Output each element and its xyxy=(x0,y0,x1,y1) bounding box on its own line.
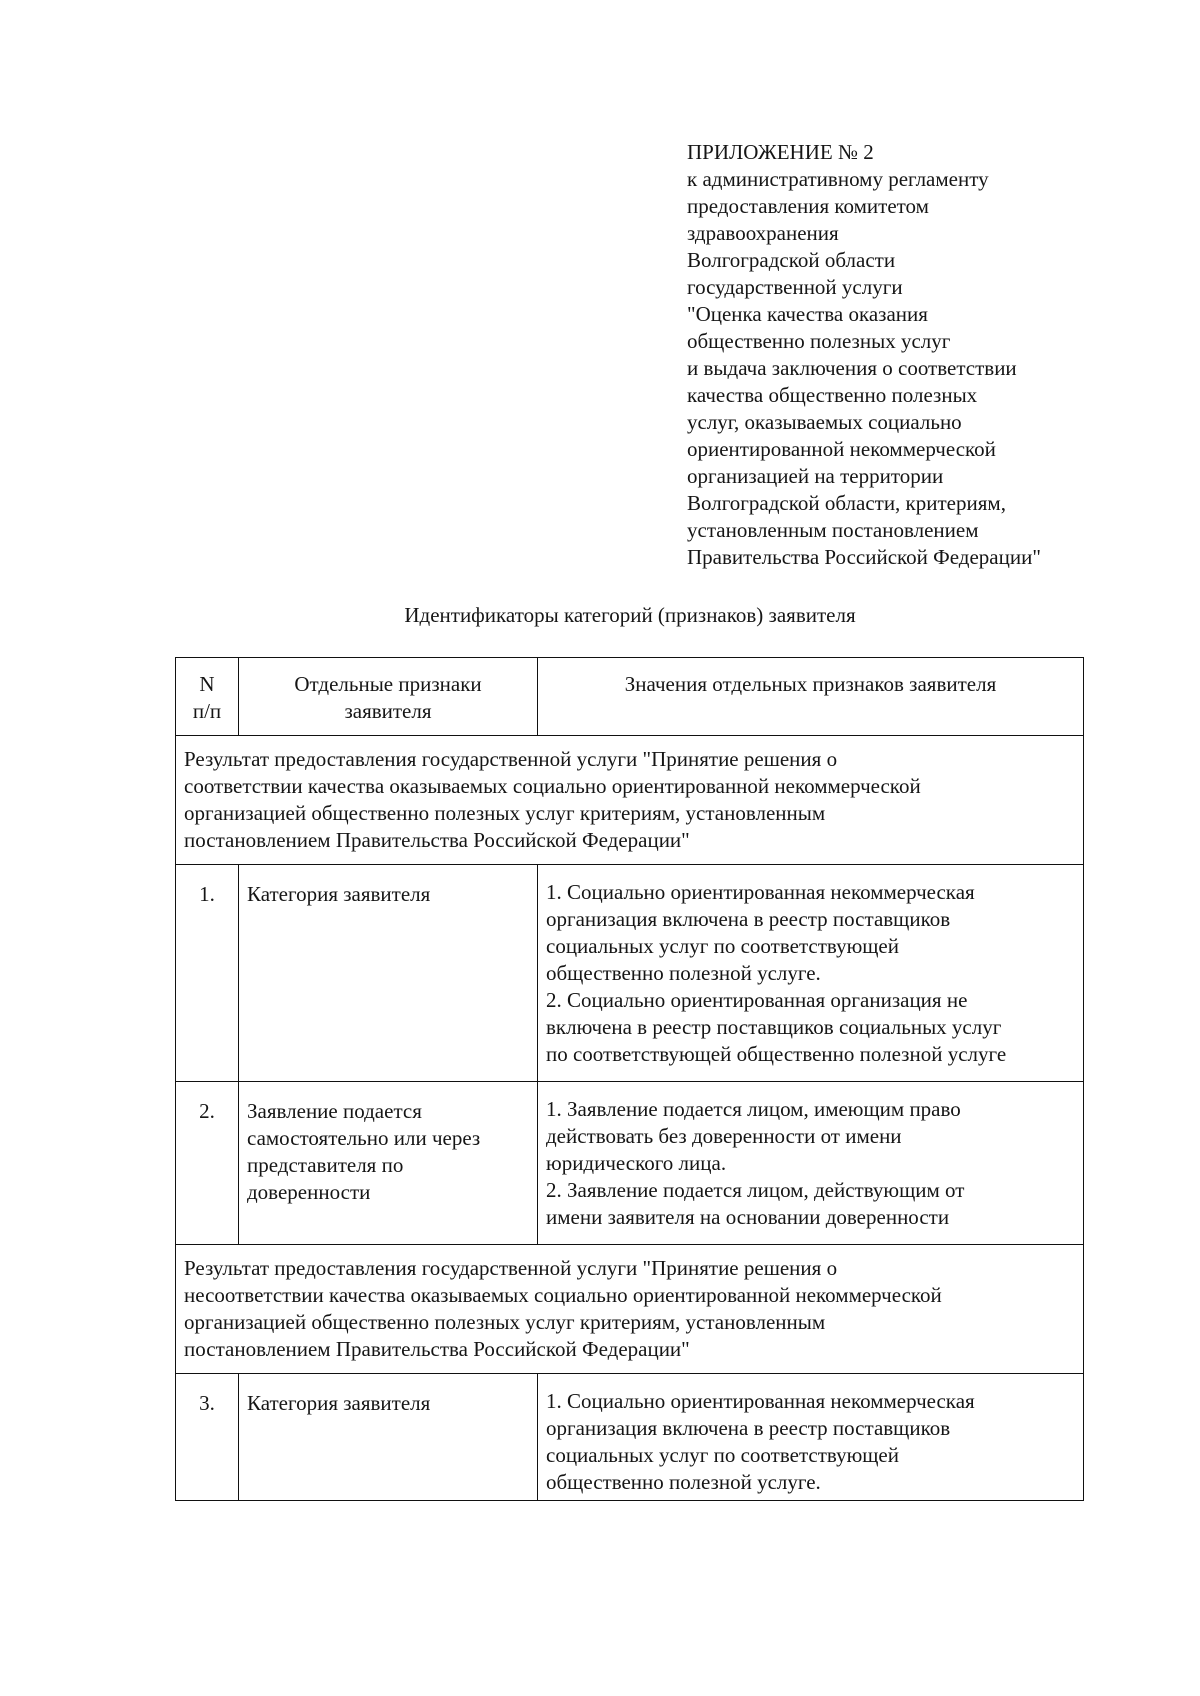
value-line: общественно полезной услуге. xyxy=(546,961,821,985)
value-line: социальных услуг по соответствующей xyxy=(546,1443,899,1467)
attribute-line: доверенности xyxy=(247,1180,371,1204)
header-values-cell: Значения отдельных признаков заявителя xyxy=(538,658,1084,736)
row-values-cell xyxy=(538,1082,1084,1245)
section-line: организацией общественно полезных услуг критериям, установленным xyxy=(184,1310,826,1334)
value-line: 1. Социально ориентированная некоммерческая xyxy=(546,880,975,904)
section-line: постановлением Правительства Российской Федерации" xyxy=(184,828,690,852)
appendix-line: ориентированной некоммерческой xyxy=(687,437,996,461)
value-line: 2. Заявление подается лицом, действующим от xyxy=(546,1178,965,1202)
row-attribute-cell xyxy=(239,1082,538,1245)
section-cell xyxy=(176,1245,1084,1374)
value-line: имени заявителя на основании доверенности xyxy=(546,1205,950,1229)
attribute-line: представителя по xyxy=(247,1153,404,1177)
appendix-line: установленным постановлением xyxy=(687,518,979,542)
attribute-line: самостоятельно или через xyxy=(247,1126,481,1150)
value-line: 2. Социально ориентированная организация не xyxy=(546,988,968,1012)
section-line: соответствии качества оказываемых социально ориентированной некоммерческой xyxy=(184,774,921,798)
document-title: Идентификаторы категорий (признаков) заявителя xyxy=(404,603,856,627)
table-row xyxy=(176,1082,1084,1245)
table-row xyxy=(176,1374,1084,1501)
value-line: общественно полезной услуге. xyxy=(546,1470,821,1494)
row-number-cell: 1. xyxy=(176,865,239,1082)
row-number-cell: 3. xyxy=(176,1374,239,1501)
section-line: постановлением Правительства Российской Федерации" xyxy=(184,1337,690,1361)
header-number-cell xyxy=(176,658,239,736)
appendix-line: здравоохранения xyxy=(687,221,839,245)
attribute-line: Заявление подается xyxy=(247,1099,422,1123)
appendix-line: качества общественно полезных xyxy=(687,383,978,407)
row-values-cell xyxy=(538,865,1084,1082)
row-attribute-cell: Категория заявителя xyxy=(239,1374,538,1501)
appendix-line: Волгоградской области xyxy=(687,248,896,272)
header-number-line: п/п xyxy=(192,699,222,723)
section-line: Результат предоставления государственной услуги "Принятие решения о xyxy=(184,747,838,771)
value-line: действовать без доверенности от имени xyxy=(546,1124,902,1148)
value-line: организация включена в реестр поставщиков xyxy=(546,1416,951,1440)
appendix-line: услуг, оказываемых социально xyxy=(687,410,962,434)
section-line: Результат предоставления государственной услуги "Принятие решения о xyxy=(184,1256,838,1280)
appendix-line: ПРИЛОЖЕНИЕ № 2 xyxy=(687,140,874,164)
appendix-line: и выдача заключения о соответствии xyxy=(687,356,1017,380)
header-attribute-line: Отдельные признаки xyxy=(294,672,482,696)
appendix-line: организацией на территории xyxy=(687,464,944,488)
table-header-row xyxy=(176,658,1084,736)
appendix-line: Волгоградской области, критериям, xyxy=(687,491,1006,515)
header-number-line: N xyxy=(199,672,215,696)
section-row-compliance xyxy=(176,736,1084,865)
value-line: по соответствующей общественно полезной услуге xyxy=(546,1042,1007,1066)
section-line: организацией общественно полезных услуг критериям, установленным xyxy=(184,801,826,825)
row-number-cell: 2. xyxy=(176,1082,239,1245)
value-line: 1. Социально ориентированная некоммерческая xyxy=(546,1389,975,1413)
applicant-identifiers-table xyxy=(175,657,1084,1501)
appendix-line: к административному регламенту xyxy=(687,167,989,191)
value-line: социальных услуг по соответствующей xyxy=(546,934,899,958)
appendix-line: Правительства Российской Федерации" xyxy=(687,545,1041,569)
appendix-note xyxy=(687,139,1107,571)
header-attribute-line: заявителя xyxy=(344,699,432,723)
value-line: 1. Заявление подается лицом, имеющим право xyxy=(546,1097,961,1121)
value-line: включена в реестр поставщиков социальных услуг xyxy=(546,1015,1002,1039)
table-row xyxy=(176,865,1084,1082)
section-row-noncompliance xyxy=(176,1245,1084,1374)
row-attribute-cell: Категория заявителя xyxy=(239,865,538,1082)
value-line: юридического лица. xyxy=(546,1151,727,1175)
section-cell xyxy=(176,736,1084,865)
appendix-line: государственной услуги xyxy=(687,275,903,299)
section-line: несоответствии качества оказываемых социально ориентированной некоммерческой xyxy=(184,1283,942,1307)
appendix-line: предоставления комитетом xyxy=(687,194,929,218)
header-attribute-cell xyxy=(239,658,538,736)
value-line: организация включена в реестр поставщиков xyxy=(546,907,951,931)
appendix-line: общественно полезных услуг xyxy=(687,329,951,353)
row-values-cell xyxy=(538,1374,1084,1501)
appendix-line: "Оценка качества оказания xyxy=(687,302,928,326)
